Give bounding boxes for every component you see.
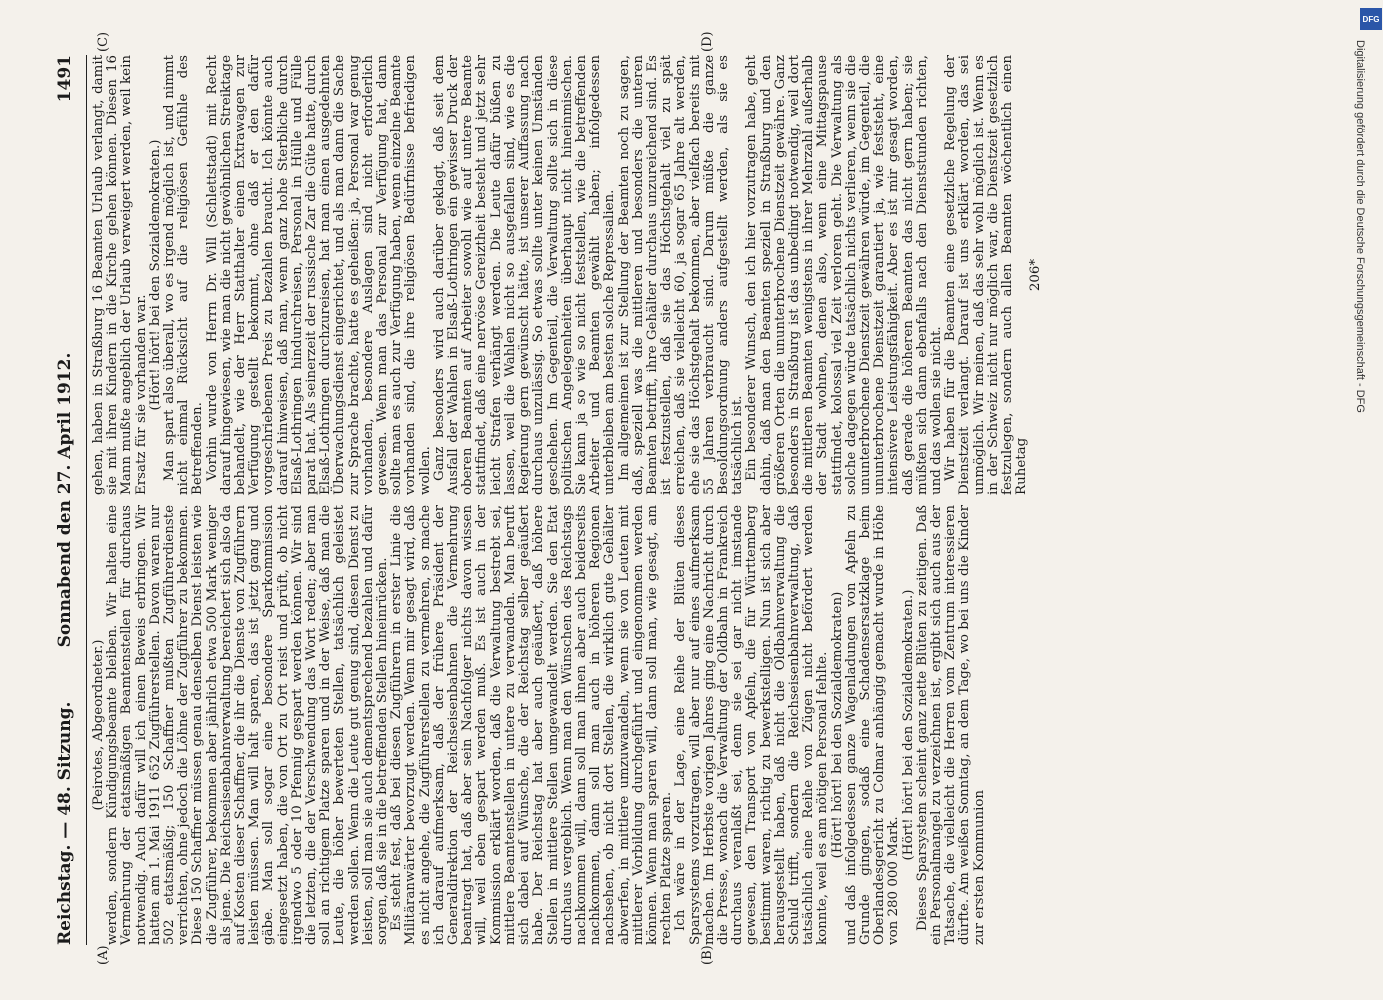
paragraph: (Hört! hört! bei den Sozialdemokraten)	[829, 591, 845, 859]
paragraph: und daß infolgedessen ganze Wagenladungen von Apfeln zu Grunde gingen, sodaß eine Schadensersatzklage beim Oberlandesgericht zu Colmar anhängig gemacht wurde in Höhe von 280 000 Mark.	[843, 505, 902, 945]
paragraph: (Hört! hört! bei den Sozialdemokraten.)	[147, 139, 163, 411]
paragraph: Dieses Sparsystem scheint ganz nette Blüten zu zeitigen. Daß ein Personalmangel zu verzeichnen ist, ergibt sich auch aus der Tatsache, die vielleicht die Herren vom Zentrum interessieren dürfte. Am weißen Sonntag, an dem Tage, wo bei uns die Kinder zur ersten Kommunion	[914, 505, 987, 945]
paragraph: Vorhin wurde von Herrn Dr. Will (Schlettstadt) mit Recht darauf hingewiesen, wie man die nicht gewöhnlichen Streiktage behandelt, wie der Herr Statthalter einen Extrawagen zur Verfügung gestellt bekommt, ohne daß er den dafür vorgeschriebenen Preis zu bezahlen braucht. Ich könnte auch darauf hinweisen, daß man, wenn ganz hohe Sterbliche durch Elsaß-Lothringen hindurchreisen, Personal in Hülle und Fülle parat hat. Als seinerzeit der russische Zar die Güte hatte, durch Elsaß-Lothringen durchzureisen, hat man einen ausgedehnten Überwachungsdienst eingerichtet, und als man dann die Sache zur Sprache brachte, hatte es geheißen: ja, Personal war genug vorhanden, besondere Auslagen sind nicht erforderlich gewesen. Wenn man das Personal zur Verfügung hat, dann sollte man es auch zur Verfügung haben, wenn einzelne Beamte vorhanden sind, die ihre religiösen Bedürfnisse befriedigen wollen.	[204, 55, 433, 495]
paragraph: Ganz besonders wird auch darüber geklagt, daß seit dem Ausfall der Wahlen in Elsaß-Lothringen ein gewisser Druck der oberen Beamten auf Arbeiter sowohl wie auf untere Beamte stattfindet, daß eine nervöse Gereiztheit besteht und jetzt sehr leicht Strafen verhängt werden. Die Leute dafür büßen zu lassen, weil die Wahlen nicht so ausgefallen sind, wie es die Regierung gern gewünscht hätte, ist unserer Auffassung nach durchaus unzulässig. So etwas sollte unter keinen Umständen geschehen. Im Gegenteil, die Verwaltung sollte sich in diese politischen Angelegenheiten überhaupt nicht hineinmischen. Sie kann ja so wie so nicht feststellen, wie die betreffenden Arbeiter und Beamten gewählt haben; infolgedessen unterbleiben am besten solche Repressalien.	[431, 55, 618, 495]
header-left: Reichstag. — 48. Sitzung.	[55, 701, 75, 945]
paragraph: Im allgemeinen ist zur Stellung der Beamten noch zu sagen, daß, speziell was die mittleren und besonders die unteren Beamten betrifft, ihre Gehälter durchaus unzureichend sind. Es ist festzustellen, daß sie das Höchstgehalt viel zu spät erreichen, daß sie vielleicht 60, ja sogar 65 Jahre alt werden, ehe sie das Höchstgehalt bekommen, aber vielfach bereits mit 55 Jahren verbraucht sind. Darum müßte die ganze Besoldungsordnung anders aufgestellt werden, als sie es tatsächlich ist.	[616, 55, 746, 495]
paragraph: Ich wäre in der Lage, eine Reihe der Blüten dieses Sparsystems vorzutragen, will aber nur auf eines aufmerksam machen. Im Herbste vorigen Jahres ging eine Nachricht durch die Presse, wonach die Verwaltung der Oldbahn in Frankreich durchaus veranlaßt sei, denn sie sei gar nicht imstande gewesen, den Transport von Apfeln, die für Württemberg bestimmt waren, richtig zu bewerkstelligen. Nun ist sich aber herausgestellt haben, daß nicht die Oldbahnverwaltung die Schuld trifft, sondern die Reichseisenbahnverwaltung, daß tatsächlich eine Reihe von Zügen nicht befördert werden konnte, weil es am nötigen Personal fehlte.	[673, 505, 831, 945]
header-rule	[86, 55, 87, 945]
header-date: Sonnabend den 27. April 1912.	[55, 352, 75, 648]
paragraph: gehen, haben in Straßburg 16 Beamten Urlaub verlangt, damit sie mit ihren Kindern in die Kirche gehen können. Diesen 16 Mann mußte angeblich der Urlaub verweigert werden, weil kein Ersatz für sie vorhanden war.	[91, 55, 149, 495]
paragraph: Man spart also überall, wo es irgend möglich ist, und nimmt nicht einmal Rücksicht auf die religiösen Gefühle des Betreffenden.	[162, 55, 206, 495]
digitization-note: Digitalisierung gefördert durch die Deutsche Forschungsgemeinschaft - DFG	[1354, 40, 1366, 413]
page-header	[55, 55, 83, 945]
right-column	[92, 55, 1282, 495]
margin-marker-a: (A)	[96, 945, 111, 965]
page-number: 1491	[55, 55, 75, 103]
signature-mark: 206*	[1028, 258, 1044, 292]
paragraph: werden, sondern Kündigungsbeamte bleiben. Wir halten eine Vermehrung der etatsmäßigen Beamtenstellen für durchaus notwendig. Auch dafür will ich einen Beweis erbringen. Wir hatten am 1. Mai 1911 652 Zugführerstellen. Davon waren nur 502 etatsmäßig; 150 Schaffner mußten Zugführerdienste verrichten, ohne jedoch die Löhne der Zugführer zu bekommen. Diese 150 Schaffner müssen genau denselben Dienst leisten wie die Zugführer, bekommen aber jährlich etwa 500 Mark weniger als jene. Die Reichseisenbahnverwaltung bereichert sich also da auf Kosten dieser Schaffner, die ihr die Dienste von Zugführern leisten müssen. Man will halt sparen, das ist jetzt gang und gäbe. Man soll sogar eine besondere Sparkommission eingesetzt haben, die von Ort zu Ort reist und prüft, ob nicht irgendwo 5 oder 10 Pfennig gespart werden können. Wir sind die letzten, die der Verschwendung das Wort reden; aber man soll an richtigem Platze sparen und in der Weise, daß man die Leute, die höher bewerteten Stellen, tatsächlich geleistet werden sollen. Wenn die Leute gut genug sind, diesen Dienst zu leisten, soll man sie auch dementsprechend bezahlen und dafür sorgen, daß sie in die betreffenden Stellen hineinrücken.	[105, 505, 391, 945]
dfg-logo: DFG	[1360, 8, 1382, 30]
paragraph: Wir haben für die Beamten eine gesetzliche Regelung der Dienstzeit verlangt. Darauf ist uns erklärt worden, das sei unmöglich. Wir meinen, daß das sehr wohl möglich ist. Wenn es in der Schweiz nicht nur möglich war, die Dienstzeit gesetzlich festzulegen, sondern auch allen Beamten wöchentlich einen Ruhetag	[943, 55, 1030, 495]
left-column	[92, 505, 1282, 945]
margin-marker-d: (D)	[700, 31, 715, 52]
paragraph: Es steht fest, daß bei diesen Zugführern in erster Linie die Militäranwärter bevorzugt werden. Wenn mir gesagt wird, daß es nicht angehe, die Zugführerstellen zu vermehren, so mache ich darauf aufmerksam, daß der frühere Präsident der Generaldirektion der Reichseisenbahnen die Vermehrung beantragt hat, daß aber sein Nachfolger nichts davon wissen will, weil eben gespart werden muß. Es ist auch in der Kommission erklärt worden, daß die Verwaltung bestrebt sei, mittlere Beamtenstellen in untere zu verwandeln. Man beruft sich dabei auf Wünsche, die der Reichstag selber geäußert habe. Der Reichstag hat aber auch geäußert, daß höhere Stellen in mittlere Stellen umgewandelt werden. Sie den Etat durchaus vergeblich. Wenn man den Wünschen des Reichstags nachkommen will, dann soll man ihnen aber auch beiderseits nachkommen, dann soll man auch in höheren Regionen nachsehen, ob nicht dort Stellen, die wirklich gute Gehälter abwerfen, in mittlere umzuwandeln, wenn sie von Leuten mit mittlerer Vorbildung durchgeführt und eingenommen werden können. Wenn man sparen will, dann soll man, wie gesagt, am rechten Platze sparen.	[389, 505, 675, 945]
paragraph: Ein besonderer Wunsch, den ich hier vorzutragen habe, geht dahin, daß man den Beamten speziell in Straßburg und den größeren Orten die ununterbrochene Dienstzeit gewähre. Ganz besonders in Straßburg ist das unbedingt notwendig, weil dort die mittleren Beamten wenigstens in ihrer Mehrzahl außerhalb der Stadt wohnen, denen also, wenn eine Mittagspause stattfindet, kolossal viel Zeit verloren geht. Die Verwaltung als solche dagegen würde tatsächlich nichts verlieren, wenn sie die ununterbrochene Dienstzeit gewähren würde, im Gegenteil, die ununterbrochene Dienstzeit garantiert ja, wie feststeht, eine intensivere Leistungsfähigkeit. Aber es ist mir gesagt worden, daß gerade die höheren Beamten das nicht gern haben; sie müßten sich dann ebenfalls nach den Dienststunden richten, und das wollen sie nicht.	[744, 55, 944, 495]
margin-marker-c: (C)	[96, 31, 111, 52]
paragraph: (Peirotes, Abgeordneter.)	[91, 639, 106, 811]
margin-marker-b: (B)	[700, 945, 715, 965]
paragraph: (Hört! hört! bei den Sozialdemokraten.)	[900, 589, 916, 861]
